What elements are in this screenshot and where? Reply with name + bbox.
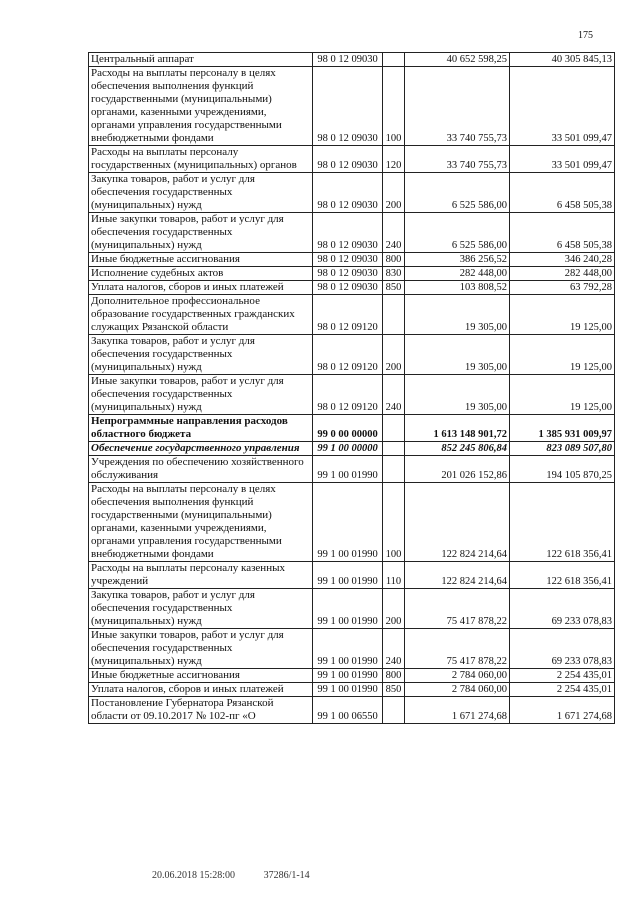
row-name: Закупка товаров, работ и услуг для обеспечения государственных (муниципальных) нужд [89, 589, 313, 629]
row-amount-year2: 346 240,28 [510, 253, 615, 267]
row-target-code: 99 1 00 01990 [313, 669, 383, 683]
table-row [89, 683, 615, 697]
row-amount-year1: 19 305,00 [405, 375, 510, 415]
row-name: Иные бюджетные ассигнования [89, 253, 313, 267]
row-amount-year2: 282 448,00 [510, 267, 615, 281]
row-amount-year2: 69 233 078,83 [510, 629, 615, 669]
table-row [89, 67, 615, 146]
footer-timestamp: 20.06.2018 15:28:00 [152, 870, 236, 881]
row-amount-year2: 19 125,00 [510, 295, 615, 335]
row-target-code: 98 0 12 09030 [313, 53, 383, 67]
row-amount-year1: 33 740 755,73 [405, 67, 510, 146]
row-amount-year2: 33 501 099,47 [510, 67, 615, 146]
row-target-code: 98 0 12 09120 [313, 375, 383, 415]
row-expense-type: 800 [383, 253, 405, 267]
row-expense-type: 100 [383, 67, 405, 146]
row-expense-type: 110 [383, 562, 405, 589]
row-target-code: 99 1 00 01990 [313, 483, 383, 562]
row-amount-year1: 2 784 060,00 [405, 669, 510, 683]
row-amount-year1: 1 671 274,68 [405, 697, 510, 724]
row-target-code: 98 0 12 09030 [313, 213, 383, 253]
footer [152, 870, 336, 881]
row-name: Иные закупки товаров, работ и услуг для обеспечения государственных (муниципальных) нужд [89, 629, 313, 669]
row-expense-type: 240 [383, 629, 405, 669]
row-amount-year2: 823 089 507,80 [510, 442, 615, 456]
table-row [89, 146, 615, 173]
table-row [89, 53, 615, 67]
row-target-code: 98 0 12 09030 [313, 281, 383, 295]
row-expense-type: 850 [383, 281, 405, 295]
table-row [89, 335, 615, 375]
table-row [89, 173, 615, 213]
row-expense-type: 240 [383, 213, 405, 253]
row-amount-year2: 19 125,00 [510, 375, 615, 415]
row-amount-year2: 122 618 356,41 [510, 483, 615, 562]
row-target-code: 99 1 00 01990 [313, 589, 383, 629]
row-target-code: 99 1 00 01990 [313, 456, 383, 483]
row-expense-type: 200 [383, 335, 405, 375]
table-row [89, 629, 615, 669]
row-amount-year2: 194 105 870,25 [510, 456, 615, 483]
row-amount-year1: 103 808,52 [405, 281, 510, 295]
row-amount-year1: 2 784 060,00 [405, 683, 510, 697]
row-expense-type: 850 [383, 683, 405, 697]
row-amount-year2: 1 671 274,68 [510, 697, 615, 724]
row-target-code: 99 0 00 00000 [313, 415, 383, 442]
row-expense-type [383, 53, 405, 67]
budget-table [88, 52, 615, 724]
row-target-code: 98 0 12 09120 [313, 335, 383, 375]
row-name: Иные закупки товаров, работ и услуг для обеспечения государственных (муниципальных) нужд [89, 213, 313, 253]
row-expense-type [383, 697, 405, 724]
row-target-code: 99 1 00 00000 [313, 442, 383, 456]
table-row [89, 295, 615, 335]
row-target-code: 99 1 00 01990 [313, 629, 383, 669]
row-amount-year1: 122 824 214,64 [405, 562, 510, 589]
row-name: Иные закупки товаров, работ и услуг для обеспечения государственных (муниципальных) нужд [89, 375, 313, 415]
row-amount-year1: 852 245 806,84 [405, 442, 510, 456]
row-expense-type: 800 [383, 669, 405, 683]
row-amount-year1: 122 824 214,64 [405, 483, 510, 562]
row-amount-year2: 122 618 356,41 [510, 562, 615, 589]
table-row [89, 213, 615, 253]
row-amount-year2: 63 792,28 [510, 281, 615, 295]
row-target-code: 99 1 00 01990 [313, 562, 383, 589]
row-name: Центральный аппарат [89, 53, 313, 67]
table-row [89, 415, 615, 442]
table-row [89, 253, 615, 267]
row-name: Расходы на выплаты персоналу казенных учреждений [89, 562, 313, 589]
row-name: Расходы на выплаты персоналу в целях обеспечения выполнения функций государственными (муниципальными) органами, казенными учреждениями, органами управления государственными внебюджетными фондами [89, 67, 313, 146]
table-row [89, 281, 615, 295]
row-amount-year1: 40 652 598,25 [405, 53, 510, 67]
row-amount-year2: 6 458 505,38 [510, 173, 615, 213]
row-expense-type: 200 [383, 173, 405, 213]
row-amount-year1: 6 525 586,00 [405, 173, 510, 213]
row-amount-year2: 6 458 505,38 [510, 213, 615, 253]
table-row [89, 375, 615, 415]
row-amount-year1: 1 613 148 901,72 [405, 415, 510, 442]
row-name: Учреждения по обеспечению хозяйственного обслуживания [89, 456, 313, 483]
row-amount-year1: 19 305,00 [405, 295, 510, 335]
row-expense-type: 200 [383, 589, 405, 629]
row-expense-type [383, 442, 405, 456]
row-amount-year1: 201 026 152,86 [405, 456, 510, 483]
row-target-code: 98 0 12 09030 [313, 173, 383, 213]
row-name: Иные бюджетные ассигнования [89, 669, 313, 683]
row-expense-type: 830 [383, 267, 405, 281]
table-row [89, 697, 615, 724]
row-name: Уплата налогов, сборов и иных платежей [89, 281, 313, 295]
table-row [89, 456, 615, 483]
row-amount-year1: 282 448,00 [405, 267, 510, 281]
row-name: Исполнение судебных актов [89, 267, 313, 281]
table-row [89, 589, 615, 629]
row-amount-year2: 40 305 845,13 [510, 53, 615, 67]
row-name: Уплата налогов, сборов и иных платежей [89, 683, 313, 697]
row-target-code: 98 0 12 09120 [313, 295, 383, 335]
row-target-code: 98 0 12 09030 [313, 253, 383, 267]
row-name: Закупка товаров, работ и услуг для обеспечения государственных (муниципальных) нужд [89, 173, 313, 213]
row-amount-year2: 2 254 435,01 [510, 669, 615, 683]
row-name: Дополнительное профессиональное образование государственных гражданских служащих Рязанской области [89, 295, 313, 335]
row-target-code: 98 0 12 09030 [313, 267, 383, 281]
table-row [89, 669, 615, 683]
row-amount-year1: 33 740 755,73 [405, 146, 510, 173]
page-number: 175 [578, 30, 593, 41]
row-name: Закупка товаров, работ и услуг для обеспечения государственных (муниципальных) нужд [89, 335, 313, 375]
table-row [89, 442, 615, 456]
row-name: Непрограммные направления расходов областного бюджета [89, 415, 313, 442]
row-name: Расходы на выплаты персоналу в целях обеспечения выполнения функций государственными (муниципальными) органами, казенными учреждениями, органами управления государственными внебюджетными фондами [89, 483, 313, 562]
row-name: Расходы на выплаты персоналу государственных (муниципальных) органов [89, 146, 313, 173]
budget-table-body [89, 53, 615, 724]
row-amount-year2: 2 254 435,01 [510, 683, 615, 697]
footer-doc-code: 37286/1-14 [263, 870, 310, 881]
row-amount-year1: 386 256,52 [405, 253, 510, 267]
row-expense-type [383, 456, 405, 483]
row-target-code: 99 1 00 01990 [313, 683, 383, 697]
row-amount-year2: 33 501 099,47 [510, 146, 615, 173]
row-target-code: 98 0 12 09030 [313, 146, 383, 173]
table-row [89, 483, 615, 562]
row-amount-year1: 6 525 586,00 [405, 213, 510, 253]
table-row [89, 562, 615, 589]
row-expense-type: 120 [383, 146, 405, 173]
row-name: Постановление Губернатора Рязанской области от 09.10.2017 № 102-пг «О [89, 697, 313, 724]
row-target-code: 99 1 00 06550 [313, 697, 383, 724]
row-expense-type: 240 [383, 375, 405, 415]
row-amount-year1: 19 305,00 [405, 335, 510, 375]
row-amount-year2: 1 385 931 009,97 [510, 415, 615, 442]
row-expense-type [383, 295, 405, 335]
table-row [89, 267, 615, 281]
row-amount-year1: 75 417 878,22 [405, 629, 510, 669]
row-expense-type: 100 [383, 483, 405, 562]
row-amount-year1: 75 417 878,22 [405, 589, 510, 629]
row-name: Обеспечение государственного управления [89, 442, 313, 456]
row-target-code: 98 0 12 09030 [313, 67, 383, 146]
row-amount-year2: 19 125,00 [510, 335, 615, 375]
row-amount-year2: 69 233 078,83 [510, 589, 615, 629]
row-expense-type [383, 415, 405, 442]
